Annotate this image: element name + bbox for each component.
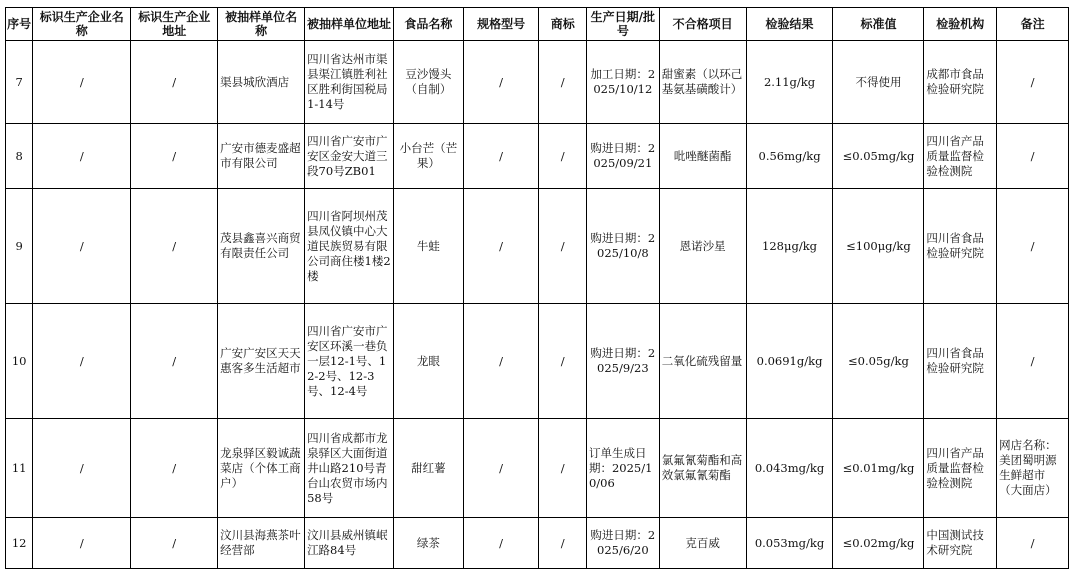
table-row — [6, 419, 1069, 518]
cell-mfr-addr: / — [131, 124, 218, 189]
cell-unit-name: 广安市德麦盛超市有限公司 — [218, 124, 305, 189]
cell-brand: / — [539, 189, 586, 304]
cell-unit-name: 渠县城欣酒店 — [218, 41, 305, 124]
cell-seq: 12 — [6, 518, 33, 569]
cell-remark: / — [997, 41, 1069, 124]
cell-unit-name: 茂县鑫喜兴商贸有限责任公司 — [218, 189, 305, 304]
cell-mfr-name: / — [33, 124, 131, 189]
cell-remark: / — [997, 189, 1069, 304]
cell-unit-addr: 四川省广安市广安区金安大道三段70号ZB01 — [305, 124, 394, 189]
cell-food: 豆沙馒头（自制） — [393, 41, 463, 124]
cell-spec: / — [463, 189, 539, 304]
cell-date: 购进日期：2025/10/8 — [586, 189, 659, 304]
table-row — [6, 189, 1069, 304]
table-header — [6, 8, 1069, 41]
header-seq: 序号 — [6, 8, 33, 41]
cell-standard: ≤100μg/kg — [833, 189, 924, 304]
cell-food: 小台芒（芒果） — [393, 124, 463, 189]
header-date: 生产日期/批号 — [586, 8, 659, 41]
cell-mfr-name: / — [33, 41, 131, 124]
table-body — [6, 41, 1069, 569]
header-row — [6, 8, 1069, 41]
cell-item: 氯氟氰菊酯和高效氯氟氰菊酯 — [659, 419, 746, 518]
cell-unit-name: 广安广安区天天惠客多生活超市 — [218, 304, 305, 419]
cell-item: 吡唑醚菌酯 — [659, 124, 746, 189]
cell-unit-addr: 四川省阿坝州茂县凤仪镇中心大道民族贸易有限公司商住楼1楼2楼 — [305, 189, 394, 304]
cell-mfr-addr: / — [131, 419, 218, 518]
header-brand: 商标 — [539, 8, 586, 41]
cell-brand: / — [539, 41, 586, 124]
cell-spec: / — [463, 41, 539, 124]
cell-unit-addr: 四川省达州市渠县渠江镇胜利社区胜利街国税局1-14号 — [305, 41, 394, 124]
cell-result: 0.56mg/kg — [746, 124, 833, 189]
cell-food: 绿茶 — [393, 518, 463, 569]
header-unit-name: 被抽样单位名称 — [218, 8, 305, 41]
cell-date: 购进日期：2025/09/21 — [586, 124, 659, 189]
header-result: 检验结果 — [746, 8, 833, 41]
cell-seq: 7 — [6, 41, 33, 124]
cell-remark: / — [997, 124, 1069, 189]
cell-remark: / — [997, 518, 1069, 569]
cell-standard: 不得使用 — [833, 41, 924, 124]
cell-unit-addr: 四川省成都市龙泉驿区大面街道井山路210号青台山农贸市场内58号 — [305, 419, 394, 518]
cell-standard: ≤0.05mg/kg — [833, 124, 924, 189]
cell-seq: 9 — [6, 189, 33, 304]
cell-food: 甜红薯 — [393, 419, 463, 518]
header-remark: 备注 — [997, 8, 1069, 41]
header-food: 食品名称 — [393, 8, 463, 41]
cell-mfr-name: / — [33, 518, 131, 569]
table-row — [6, 124, 1069, 189]
cell-spec: / — [463, 304, 539, 419]
cell-standard: ≤0.05g/kg — [833, 304, 924, 419]
cell-seq: 11 — [6, 419, 33, 518]
cell-item: 克百威 — [659, 518, 746, 569]
cell-brand: / — [539, 419, 586, 518]
cell-unit-addr: 汶川县威州镇岷江路84号 — [305, 518, 394, 569]
cell-seq: 8 — [6, 124, 33, 189]
cell-unit-name: 汶川县海燕茶叶经营部 — [218, 518, 305, 569]
cell-mfr-name: / — [33, 189, 131, 304]
cell-mfr-name: / — [33, 419, 131, 518]
cell-spec: / — [463, 518, 539, 569]
header-standard: 标准值 — [833, 8, 924, 41]
cell-agency: 四川省产品质量监督检验检测院 — [924, 124, 997, 189]
cell-food: 龙眼 — [393, 304, 463, 419]
cell-date: 加工日期：2025/10/12 — [586, 41, 659, 124]
cell-food: 牛蛙 — [393, 189, 463, 304]
cell-brand: / — [539, 304, 586, 419]
cell-result: 128μg/kg — [746, 189, 833, 304]
cell-result: 2.11g/kg — [746, 41, 833, 124]
cell-brand: / — [539, 124, 586, 189]
cell-item: 二氧化硫残留量 — [659, 304, 746, 419]
header-item: 不合格项目 — [659, 8, 746, 41]
cell-agency: 中国测试技术研究院 — [924, 518, 997, 569]
header-mfr-addr: 标识生产企业地址 — [131, 8, 218, 41]
cell-remark: 网店名称：美团蜀明源生鲜超市（大面店） — [997, 419, 1069, 518]
cell-date: 购进日期：2025/9/23 — [586, 304, 659, 419]
cell-seq: 10 — [6, 304, 33, 419]
table-row — [6, 41, 1069, 124]
header-mfr-name: 标识生产企业名称 — [33, 8, 131, 41]
cell-mfr-addr: / — [131, 518, 218, 569]
cell-result: 0.0691g/kg — [746, 304, 833, 419]
header-spec: 规格型号 — [463, 8, 539, 41]
cell-mfr-name: / — [33, 304, 131, 419]
cell-agency: 成都市食品检验研究院 — [924, 41, 997, 124]
cell-remark: / — [997, 304, 1069, 419]
cell-result: 0.043mg/kg — [746, 419, 833, 518]
cell-mfr-addr: / — [131, 304, 218, 419]
cell-spec: / — [463, 124, 539, 189]
cell-agency: 四川省食品检验研究院 — [924, 304, 997, 419]
cell-date: 订单生成日期：2025/10/06 — [586, 419, 659, 518]
cell-agency: 四川省食品检验研究院 — [924, 189, 997, 304]
cell-brand: / — [539, 518, 586, 569]
header-agency: 检验机构 — [924, 8, 997, 41]
cell-date: 购进日期：2025/6/20 — [586, 518, 659, 569]
cell-spec: / — [463, 419, 539, 518]
cell-mfr-addr: / — [131, 41, 218, 124]
table-row — [6, 518, 1069, 569]
cell-mfr-addr: / — [131, 189, 218, 304]
cell-result: 0.053mg/kg — [746, 518, 833, 569]
sampling-results-table — [5, 7, 1069, 569]
cell-item: 甜蜜素（以环己基氨基磺酸计） — [659, 41, 746, 124]
cell-standard: ≤0.02mg/kg — [833, 518, 924, 569]
cell-unit-name: 龙泉驿区毅诚蔬菜店（个体工商户） — [218, 419, 305, 518]
table-row — [6, 304, 1069, 419]
cell-unit-addr: 四川省广安市广安区环溪一巷负一层12-1号、12-2号、12-3号、12-4号 — [305, 304, 394, 419]
cell-item: 恩诺沙星 — [659, 189, 746, 304]
cell-agency: 四川省产品质量监督检验检测院 — [924, 419, 997, 518]
header-unit-addr: 被抽样单位地址 — [305, 8, 394, 41]
cell-standard: ≤0.01mg/kg — [833, 419, 924, 518]
